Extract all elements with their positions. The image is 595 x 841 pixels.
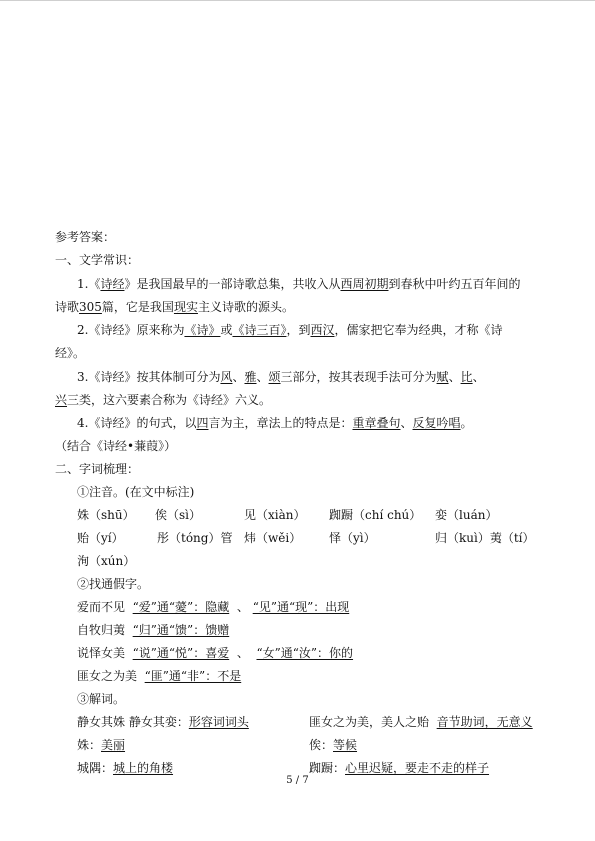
pinyin-item: 姝（shū）	[77, 508, 135, 522]
q3-answer-3: 颂	[268, 370, 281, 384]
pinyin-item: 归（kuì）荑（tí）	[435, 531, 535, 545]
jieci-line-2: 姝：美丽 俟：等候	[77, 738, 358, 752]
q4-line-1: 4.《诗经》的句式，以四言为主，章法上的特点是：重章叠句、反复吟唱。	[77, 416, 473, 430]
q3-answer-6: 兴	[55, 393, 68, 407]
pinyin-row-2	[77, 530, 547, 546]
jiajie-answer: “匪”通“非”：不是	[144, 669, 242, 683]
q2-line-2: 经》。	[55, 346, 86, 360]
jiajie-answer: “归”通“馈”：馈赠	[132, 623, 230, 637]
zhuyin-title: ①注音。(在文中标注)	[77, 485, 195, 499]
jieci-line-3: 城隅：城上的角楼 踟蹰：心里迟疑，要走不走的样子	[77, 761, 490, 775]
page-number: 5 / 7	[286, 775, 309, 786]
q4-answer-3: 反复吟唱	[412, 416, 461, 430]
page-top-rule	[0, 0, 595, 1]
jieci-answer: 心里迟疑，要走不走的样子	[345, 761, 490, 775]
pinyin-item: 踟蹰（chí chú）	[329, 508, 422, 522]
q3-answer-2: 雅	[244, 370, 257, 384]
q2-answer-3: 西汉	[310, 323, 335, 337]
jiajie-answer: “见”通“现”：出现	[252, 600, 350, 614]
answer-heading: 参考答案：	[55, 230, 116, 244]
section-2-title: 二、字词梳理：	[55, 462, 140, 476]
jieci-answer: 形容词词头	[188, 715, 249, 729]
q1-line-2: 诗歌305篇，它是我国现实主义诗歌的源头。	[55, 300, 294, 314]
pinyin-item: 怿（yì）	[329, 531, 376, 545]
q3-line-1: 3.《诗经》按其体制可分为风、雅、颂三部分，按其表现手法可分为赋、比、	[77, 370, 485, 384]
pinyin-item: 贻（yí）	[77, 531, 124, 545]
q3-answer-1: 风	[220, 370, 233, 384]
pinyin-row-1	[77, 507, 547, 523]
pinyin-item: 彤（tóng）管	[157, 531, 233, 545]
q4-answer-1: 四	[196, 416, 209, 430]
q3-line-2: 兴三类，这六要素合称为《诗经》六义。	[55, 393, 272, 407]
section-1-title: 一、文学常识：	[55, 253, 140, 267]
q2-line-1: 2.《诗经》原来称为《诗》或《诗三百》，到西汉，儒家把它奉为经典，才称《诗	[77, 323, 503, 337]
q3-answer-4: 赋	[436, 370, 449, 384]
q1-answer-4: 现实	[173, 300, 198, 314]
pinyin-row-3	[77, 553, 135, 569]
jiajie-line-1: 爱而不见 “爱”通“薆”：隐藏 、 “见”通“现”：出现	[77, 600, 350, 614]
q4-line-2: （结合《诗经•蒹葭》）	[55, 439, 177, 453]
q2-answer-2: 《诗三百》	[232, 323, 287, 337]
jiajie-line-3: 说怿女美 “说”通“悦”：喜爱 、 “女”通“汝”：你的	[77, 646, 354, 660]
jieci-answer: 音节助词，无意义	[436, 715, 533, 729]
jieci-answer: 城上的角楼	[113, 761, 174, 775]
pinyin-item: 娈（luán）	[435, 508, 498, 522]
jiajie-answer: “女”通“汝”：你的	[256, 646, 354, 660]
q1-answer-2: 西周初期	[340, 277, 389, 291]
pinyin-item: 炜（wěi）	[244, 531, 302, 545]
jiajie-answer: “说”通“悦”：喜爱	[132, 646, 230, 660]
jieci-answer: 等候	[333, 738, 358, 752]
pinyin-item: 见（xiàn）	[244, 508, 306, 522]
pinyin-item: 俟（sì）	[155, 508, 201, 522]
jiajie-title: ②找通假字。	[77, 577, 150, 591]
jiajie-line-4: 匪女之为美 “匪”通“非”：不是	[77, 669, 242, 683]
jiajie-answer: “爱”通“薆”：隐藏	[132, 600, 230, 614]
jieci-line-1: 静女其姝 静女其娈：形容词词头 匪女之为美，美人之贻 音节助词，无意义	[77, 715, 533, 729]
q4-answer-2: 重章叠句	[352, 416, 401, 430]
jiajie-line-2: 自牧归荑 “归”通“馈”：馈赠	[77, 623, 230, 637]
q1-line-1: 1.《诗经》是我国最早的一部诗歌总集，共收入从西周初期到春秋中叶约五百年间的	[77, 277, 521, 291]
pinyin-item: 洵（xún）	[77, 554, 136, 568]
jieci-answer: 美丽	[101, 738, 126, 752]
jieci-title: ③解词。	[77, 692, 126, 706]
q1-answer-3: 305	[79, 300, 102, 314]
q3-answer-5: 比	[460, 370, 473, 384]
q2-answer-1: 《诗》	[184, 323, 221, 337]
q1-answer-1: 诗经	[100, 277, 125, 291]
